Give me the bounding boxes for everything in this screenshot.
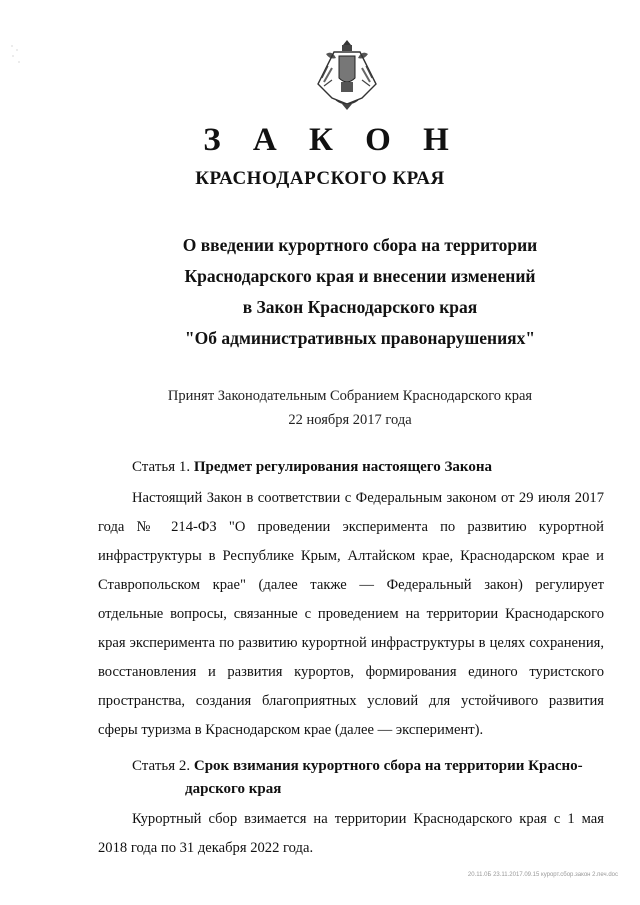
article-2-text: Курортный сбор взимается на территории Краснодарского края с 1 мая 2018 года по 31 декабря 2022 года. xyxy=(98,811,604,856)
heading-line-1: О введении курортного сбора на территории xyxy=(182,235,538,255)
article-2-number: Статья 2. xyxy=(132,758,191,774)
article-1-title xyxy=(132,459,492,476)
article-2-heading-continued: дарского края xyxy=(185,781,282,797)
document-subtitle: КРАСНОДАРСКОГО КРАЯ xyxy=(195,168,445,189)
heading-line-4: "Об административных правонарушениях" xyxy=(184,328,536,348)
document-title: З А К О Н xyxy=(203,122,461,158)
adoption-line-1: Принят Законодательным Собранием Краснодарского края xyxy=(167,388,533,404)
heading-line-3: в Закон Краснодарского края xyxy=(242,297,478,317)
article-1-number: Статья 1. xyxy=(132,459,191,475)
article-2-title xyxy=(132,752,610,781)
file-stamp: 20.11.0Б 23.11.2017.09.15 курорт.сбор.закон 2.печ.doc xyxy=(467,872,618,878)
article-1-heading: Предмет регулирования настоящего Закона xyxy=(193,459,492,475)
adoption-note xyxy=(0,384,640,432)
krasnodar-coat-of-arms-icon xyxy=(312,38,382,112)
article-2-heading: Срок взимания курортного сбора на территории Красно- xyxy=(193,758,583,774)
article-1-text: Настоящий Закон в соответствии с Федеральным законом от 29 июля 2017 года № 214-ФЗ "О проведении эксперимента по развитию курортной инфраструктуры в Республике Крым, Алтайском крае, Краснодарском крае и Ставропольском крае" (далее также — Федеральный закон) регулирует отдельные вопросы, связанные с проведением на территории Краснодарского края эксперимента по развитию курортной инфраструктуры в целях сохранения, восстановления и развития курортов, формирования единого туристского пространства, создания благоприятных условий для устойчивого развития сферы туризма в Краснодарском крае (далее — эксперимент). xyxy=(98,490,604,738)
heading-line-2: Краснодарского края и внесении изменений xyxy=(184,266,536,286)
law-heading xyxy=(0,230,640,354)
adoption-date: 22 ноября 2017 года xyxy=(288,412,412,428)
margin-dots xyxy=(8,40,26,72)
